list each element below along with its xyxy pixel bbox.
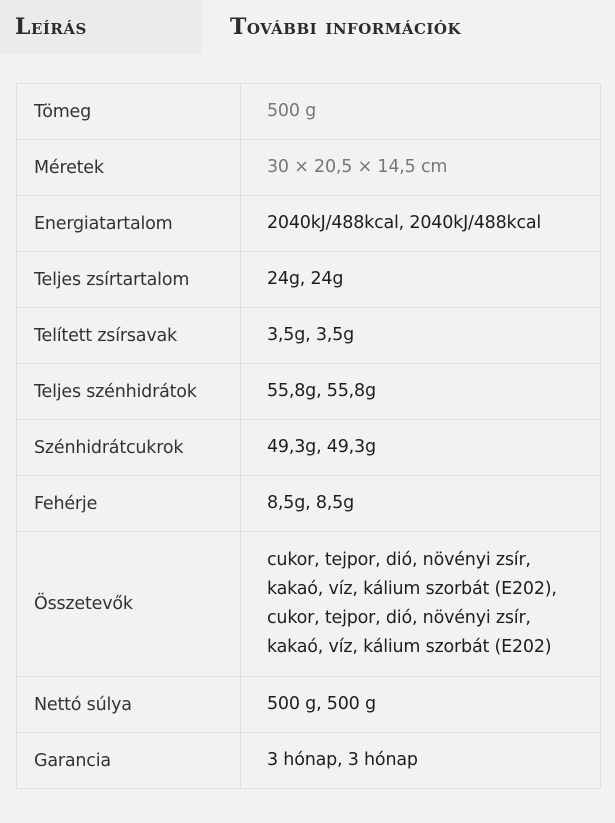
table-row-ingredients: [17, 532, 601, 677]
attribute-label: Energiatartalom: [17, 196, 241, 252]
attribute-value: 2040kJ/488kcal, 2040kJ/488kcal: [241, 196, 601, 252]
table-row-sugars: [17, 420, 601, 476]
attribute-label: Teljes zsírtartalom: [17, 252, 241, 308]
table-row-total-carbs: [17, 364, 601, 420]
attribute-label: Nettó súlya: [17, 677, 241, 733]
attribute-label: Telített zsírsavak: [17, 308, 241, 364]
attribute-value: cukor, tejpor, dió, növényi zsír, kakaó, víz, kálium szorbát (E202), cukor, tejpor, dió, növényi zsír, kakaó, víz, kálium szorbát (E202): [241, 532, 601, 677]
table-row-dimensions: [17, 140, 601, 196]
attribute-label: Összetevők: [17, 532, 241, 677]
table-row-energy: [17, 196, 601, 252]
attribute-value: 55,8g, 55,8g: [241, 364, 601, 420]
attribute-label: Méretek: [17, 140, 241, 196]
product-tabs: [0, 0, 615, 54]
attribute-label: Fehérje: [17, 476, 241, 532]
attribute-label: Tömeg: [17, 84, 241, 140]
attribute-value: 500 g: [241, 84, 601, 140]
attribute-value: 8,5g, 8,5g: [241, 476, 601, 532]
product-attributes-table: [16, 83, 601, 789]
table-row-warranty: [17, 733, 601, 789]
tab-description[interactable]: Leírás: [0, 0, 202, 54]
additional-information-panel: [16, 83, 601, 789]
attribute-value: 3,5g, 3,5g: [241, 308, 601, 364]
table-row-saturated-fat: [17, 308, 601, 364]
attribute-value: 3 hónap, 3 hónap: [241, 733, 601, 789]
table-row-net-weight: [17, 677, 601, 733]
attribute-value: 500 g, 500 g: [241, 677, 601, 733]
tab-additional-information[interactable]: További információk: [230, 14, 462, 40]
attribute-value: 49,3g, 49,3g: [241, 420, 601, 476]
table-row-protein: [17, 476, 601, 532]
attribute-value: 30 × 20,5 × 14,5 cm: [241, 140, 601, 196]
attribute-label: Szénhidrátcukrok: [17, 420, 241, 476]
table-row-total-fat: [17, 252, 601, 308]
attribute-label: Garancia: [17, 733, 241, 789]
attribute-value: 24g, 24g: [241, 252, 601, 308]
attribute-label: Teljes szénhidrátok: [17, 364, 241, 420]
table-row-weight: [17, 84, 601, 140]
